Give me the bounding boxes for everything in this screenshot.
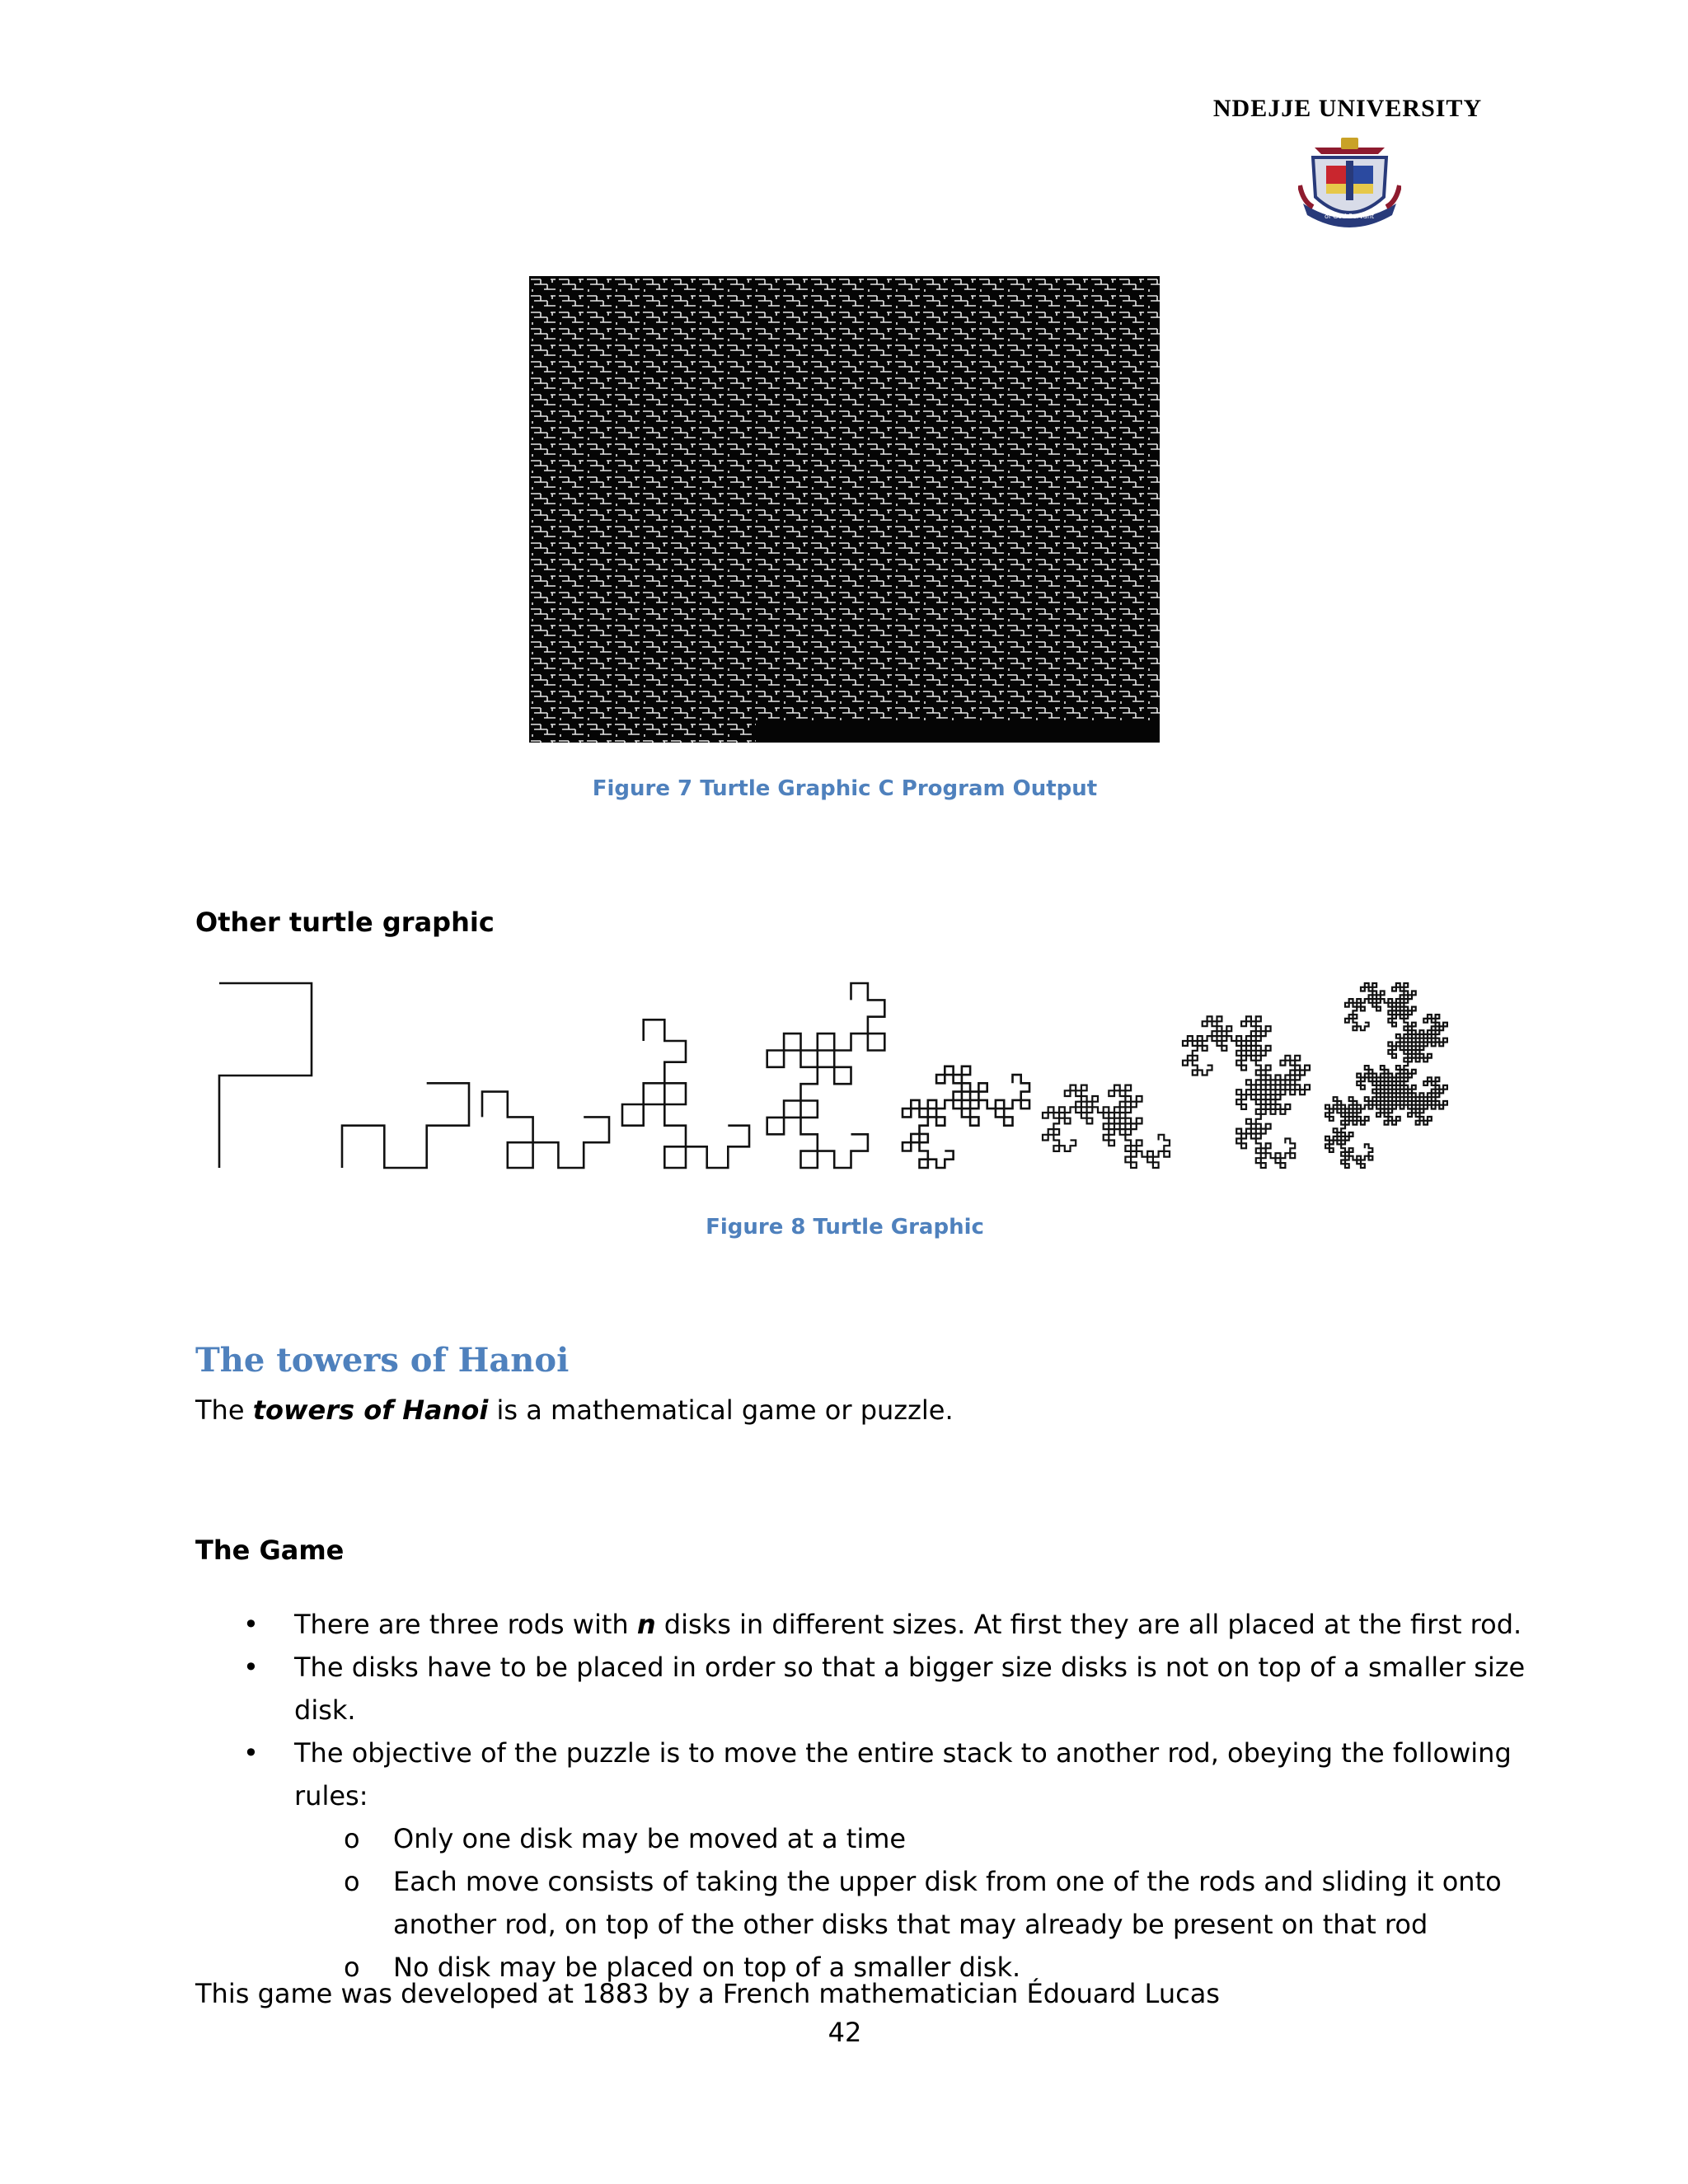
page-number: 42 [828, 2017, 862, 2048]
dragon-curve-sequence-image [195, 977, 1456, 1174]
circle-bullet-icon: o [344, 1823, 360, 1854]
dragon-curve-iteration [482, 1092, 609, 1168]
dragon-curve-iteration [219, 983, 312, 1168]
university-name: NDEJJE UNIVERSITY [1212, 95, 1483, 122]
dragon-curve-iteration [767, 983, 885, 1168]
dragon-curve-iteration [1043, 1085, 1170, 1168]
svg-text:of God Servant [1325, 213, 1374, 220]
sub-list-item: o Only one disk may be moved at a time [195, 1817, 1531, 1860]
sub-list-item: o No disk may be placed on top of a smaller disk. [195, 1946, 1531, 1989]
circle-bullet-icon: o [344, 1866, 360, 1897]
dragon-curve-iteration [1325, 983, 1447, 1168]
section-heading-other-turtle: Other turtle graphic [195, 907, 495, 938]
turtle-pattern [529, 276, 1160, 743]
hanoi-intro-paragraph: The towers of Hanoi is a mathematical game or puzzle. [195, 1394, 954, 1426]
game-heading: The Game [195, 1535, 345, 1566]
bullet-icon: • [243, 1652, 259, 1683]
bullet-icon: • [243, 1609, 259, 1640]
hanoi-emphasis: towers of Hanoi [252, 1394, 489, 1426]
game-rules-list [195, 1603, 1531, 1989]
dragon-curve-iteration [622, 1019, 749, 1168]
list-item: • There are three rods with n disks in different sizes. At first they are all placed at the first rod. [195, 1603, 1531, 1646]
list-item: • The objective of the puzzle is to move the entire stack to another rod, obeying the following rules: [195, 1732, 1531, 1817]
figure-7-caption: Figure 7 Turtle Graphic C Program Output [592, 776, 1098, 801]
dragon-curve-iteration [903, 1066, 1029, 1168]
sub-list-item: o Each move consists of taking the upper disk from one of the rods and sliding it onto another rod, on top of the other disks that may already be present on that rod [195, 1860, 1531, 1946]
circle-bullet-icon: o [344, 1952, 360, 1983]
section-heading-towers-of-hanoi: The towers of Hanoi [195, 1341, 570, 1380]
figure-8-caption: Figure 8 Turtle Graphic [706, 1215, 984, 1240]
dragon-curve-iteration [1183, 1016, 1310, 1168]
university-crest-icon [1298, 136, 1401, 235]
crest-motto: of God Servant [1324, 213, 1375, 220]
hanoi-history-paragraph: This game was developed at 1883 by a French mathematician Édouard Lucas [195, 1978, 1220, 2009]
bullet-icon: • [243, 1737, 259, 1769]
list-item: • The disks have to be placed in order so that a bigger size disks is not on top of a smaller size disk. [195, 1646, 1531, 1732]
dragon-curve-iteration [342, 1083, 469, 1168]
turtle-program-output-image [529, 276, 1160, 743]
